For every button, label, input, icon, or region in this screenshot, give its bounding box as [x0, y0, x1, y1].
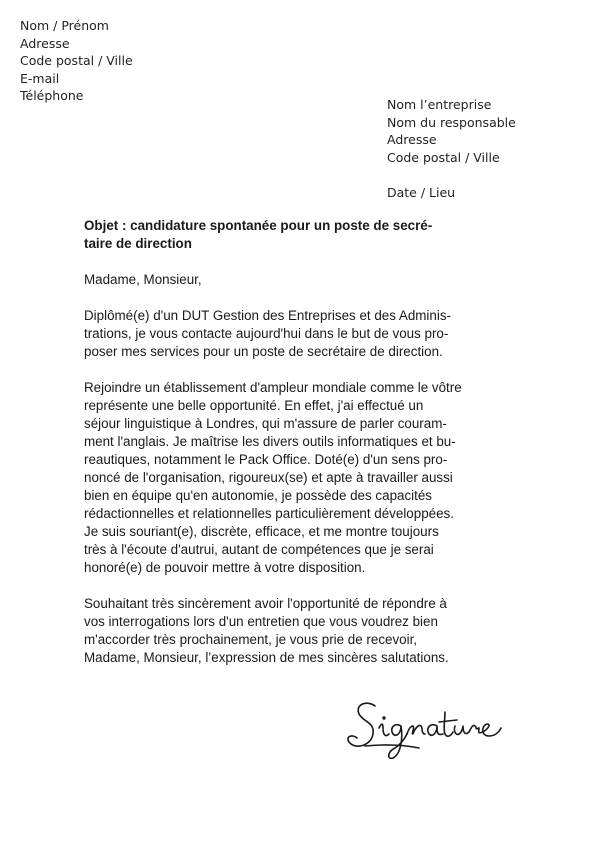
paragraph-line: Rejoindre un établissement d'ampleur mondiale comme le vôtre — [84, 380, 462, 395]
subject-line-1: Objet : candidature spontanée pour un poste de secré- — [84, 218, 433, 233]
signature-icon — [345, 698, 505, 770]
sender-name: Nom / Prénom — [20, 18, 109, 33]
salutation: Madame, Monsieur, — [84, 272, 202, 287]
paragraph-line: m'accorder très prochainement, je vous prie de recevoir, — [84, 632, 418, 647]
recipient-postal-city: Code postal / Ville — [387, 149, 500, 165]
paragraph-line: Souhaitant très sincèrement avoir l'opportunité de répondre à — [84, 596, 447, 611]
paragraph-line: honoré(e) de pouvoir mettre à votre disposition. — [84, 560, 366, 575]
paragraph-2 — [84, 379, 504, 577]
sender-postal-city: Code postal / Ville — [20, 53, 133, 68]
paragraph-line: représente une belle opportunité. En effet, j'ai effectué un — [84, 398, 424, 413]
paragraph-line: très à l'écoute d'autrui, autant de compétences que je serai — [84, 542, 434, 557]
paragraph-line: rédactionnelles et relationnelles particulièrement développées. — [84, 506, 454, 521]
sender-email: E-mail — [20, 70, 60, 86]
paragraph-line: ment l'anglais. Je maîtrise les divers outils informatiques et bu- — [84, 434, 456, 449]
paragraph-line: vos interrogations lors d'un entretien que vous voudrez bien — [84, 614, 438, 629]
paragraph-line: poser mes services pour un poste de secrétaire de direction. — [84, 344, 443, 359]
recipient-company: Nom l’entreprise — [387, 97, 492, 112]
paragraph-line: bien en équipe qu'en autonomie, je possède des capacités — [84, 488, 432, 503]
paragraph-1 — [84, 307, 504, 361]
letter-body — [84, 217, 504, 667]
recipient-manager: Nom du responsable — [387, 114, 516, 130]
subject-line-2: taire de direction — [84, 236, 192, 251]
recipient-block — [387, 96, 516, 201]
date-place: Date / Lieu — [387, 184, 456, 200]
recipient-address: Adresse — [387, 132, 437, 147]
paragraph-3 — [84, 595, 504, 667]
paragraph-line: Je suis souriant(e), discrète, efficace, et me montre toujours — [84, 524, 439, 539]
paragraph-line: Diplômé(e) d'un DUT Gestion des Entreprises et des Adminis- — [84, 308, 451, 323]
paragraph-line: noncé de l'organisation, rigoureux(se) et apte à travailler aussi — [84, 470, 453, 485]
paragraph-line: séjour linguistique à Londres, qui m'assure de parler couram- — [84, 416, 447, 431]
sender-phone: Téléphone — [20, 88, 84, 103]
paragraph-line: trations, je vous contacte aujourd'hui dans le but de vous pro- — [84, 326, 449, 341]
sender-address: Adresse — [20, 35, 70, 51]
sender-block — [20, 17, 133, 105]
handwritten-signature — [345, 698, 505, 775]
paragraph-line: reautiques, notamment le Pack Office. Doté(e) d'un sens pro- — [84, 452, 448, 467]
subject-line — [84, 217, 504, 253]
paragraph-line: Madame, Monsieur, l’expression de mes sincères salutations. — [84, 650, 449, 665]
